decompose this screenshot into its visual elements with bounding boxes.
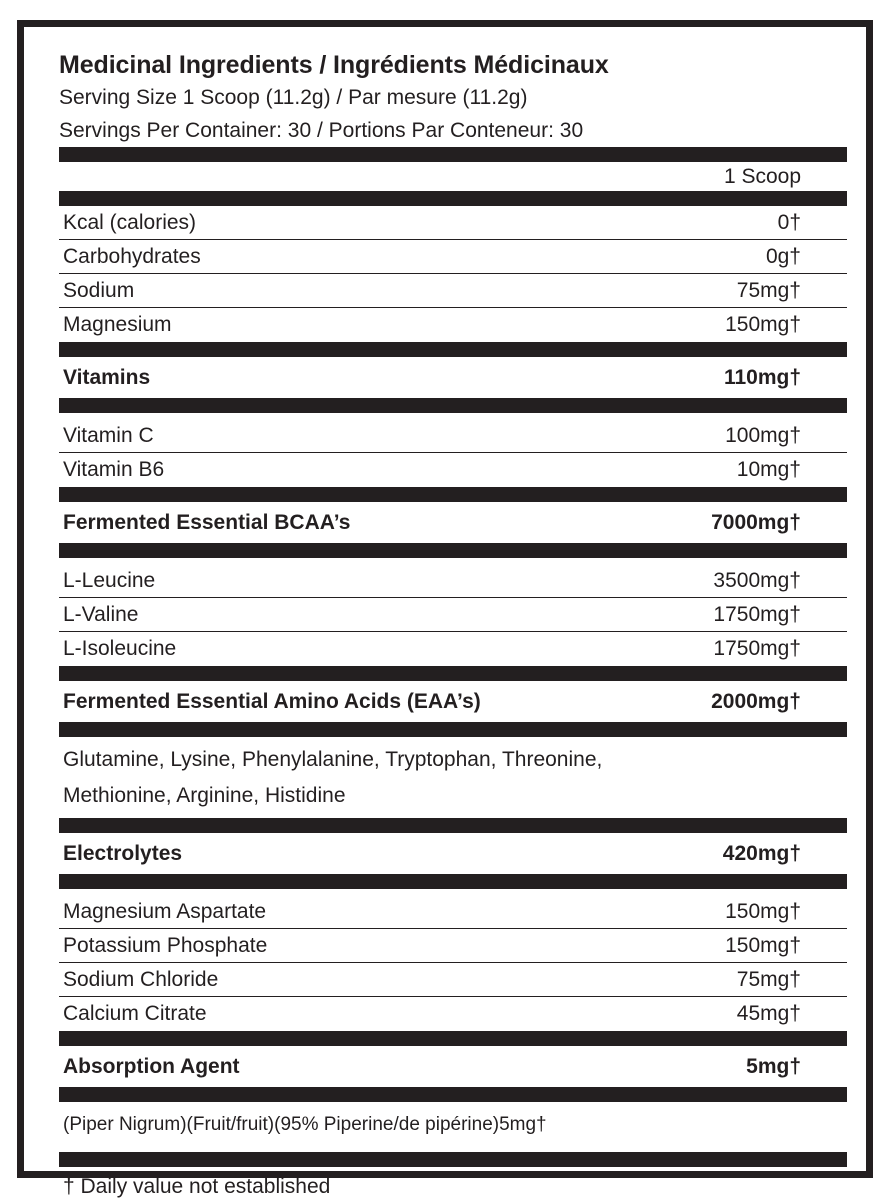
ingredient-name: Carbohydrates: [63, 244, 201, 268]
ingredient-amount: 3500mg†: [713, 568, 801, 592]
divider-bar: [59, 874, 847, 889]
ingredient-row: [59, 895, 847, 929]
ingredient-name: Magnesium Aspartate: [63, 899, 267, 923]
divider-bar: [59, 487, 847, 502]
ingredient-name: Calcium Citrate: [63, 1002, 207, 1025]
ingredient-amount: 100mg†: [725, 423, 801, 447]
ingredient-row: [59, 963, 847, 997]
divider-bar: [59, 722, 847, 737]
ingredient-amount: 0g†: [765, 244, 801, 268]
section-name: Vitamins: [63, 365, 151, 389]
serving-size: Serving Size 1 Scoop (11.2g) / Par mesure (11.2g): [59, 86, 528, 109]
ingredient-name: L-Isoleucine: [63, 637, 177, 660]
ingredient-name: Sodium Chloride: [63, 967, 219, 991]
servings-per-container: Servings Per Container: 30 / Portions Par Conteneur: 30: [59, 119, 584, 142]
ingredient-amount: 150mg†: [725, 899, 801, 923]
section-amount: 2000mg†: [711, 689, 801, 713]
ingredient-row: [59, 632, 847, 666]
ingredient-row: [59, 929, 847, 963]
column-header: 1 Scoop: [723, 164, 801, 188]
eaa-list-line: Glutamine, Lysine, Phenylalanine, Tryptophan, Threonine,: [63, 748, 603, 771]
ingredient-row: [59, 997, 847, 1031]
section-header-vitamins: [59, 357, 847, 398]
divider-bar: [59, 1087, 847, 1102]
section-header-absorption: [59, 1046, 847, 1087]
ingredient-amount: 0†: [777, 210, 801, 234]
ingredient-name: Kcal (calories): [63, 210, 197, 234]
ingredient-name: L-Valine: [63, 602, 139, 626]
panel-content: [59, 49, 847, 1202]
ingredient-row: [59, 240, 847, 274]
ingredient-amount: 1750mg†: [713, 602, 801, 626]
ingredient-amount: 10mg†: [736, 458, 801, 481]
ingredient-row: [59, 206, 847, 240]
ingredient-name: Sodium: [63, 278, 135, 302]
ingredient-row: [59, 453, 847, 487]
ingredient-name: L-Leucine: [63, 568, 156, 592]
ingredient-amount: 1750mg†: [713, 637, 801, 660]
divider-bar: [59, 666, 847, 681]
ingredient-row: [59, 598, 847, 632]
divider-bar: [59, 191, 847, 206]
absorption-detail: (Piper Nigrum)(Fruit/fruit)(95% Piperine/de pipérine)5mg†: [63, 1114, 547, 1135]
ingredient-amount: 75mg†: [736, 967, 801, 991]
section-name: Electrolytes: [63, 841, 183, 865]
section-name: Absorption Agent: [63, 1054, 240, 1078]
section-header-eaa: [59, 681, 847, 722]
column-header-row: [59, 162, 847, 191]
divider-bar: [59, 147, 847, 162]
ingredient-amount: 45mg†: [736, 1002, 801, 1025]
section-amount: 5mg†: [746, 1054, 801, 1078]
ingredient-name: Vitamin B6: [63, 458, 165, 481]
ingredient-name: Vitamin C: [63, 423, 154, 447]
ingredient-row: [59, 419, 847, 453]
section-name: Fermented Essential BCAA’s: [63, 510, 351, 534]
footnote: † Daily value not established: [63, 1175, 331, 1198]
ingredient-row: [59, 308, 847, 342]
section-header-bcaa: [59, 502, 847, 543]
ingredient-name: Potassium Phosphate: [63, 933, 268, 957]
divider-bar: [59, 398, 847, 413]
section-amount: 110mg†: [723, 365, 801, 389]
section-amount: 420mg†: [722, 841, 801, 865]
section-header-electrolytes: [59, 833, 847, 874]
divider-bar: [59, 1152, 847, 1167]
ingredient-amount: 75mg†: [736, 278, 801, 302]
ingredient-amount: 150mg†: [725, 933, 801, 957]
eaa-ingredient-list: [59, 737, 847, 818]
ingredient-row: [59, 274, 847, 308]
ingredient-amount: 150mg†: [725, 313, 801, 336]
panel-title: Medicinal Ingredients / Ingrédients Médicinaux: [59, 51, 609, 79]
section-amount: 7000mg†: [711, 510, 801, 534]
divider-bar: [59, 818, 847, 833]
divider-bar: [59, 342, 847, 357]
divider-bar: [59, 543, 847, 558]
ingredient-row: [59, 564, 847, 598]
ingredient-name: Magnesium: [63, 313, 172, 336]
section-name: Fermented Essential Amino Acids (EAA’s): [63, 689, 481, 713]
eaa-list-line: Methionine, Arginine, Histidine: [63, 784, 346, 807]
supplement-facts-panel: [17, 20, 873, 1198]
divider-bar: [59, 1031, 847, 1046]
